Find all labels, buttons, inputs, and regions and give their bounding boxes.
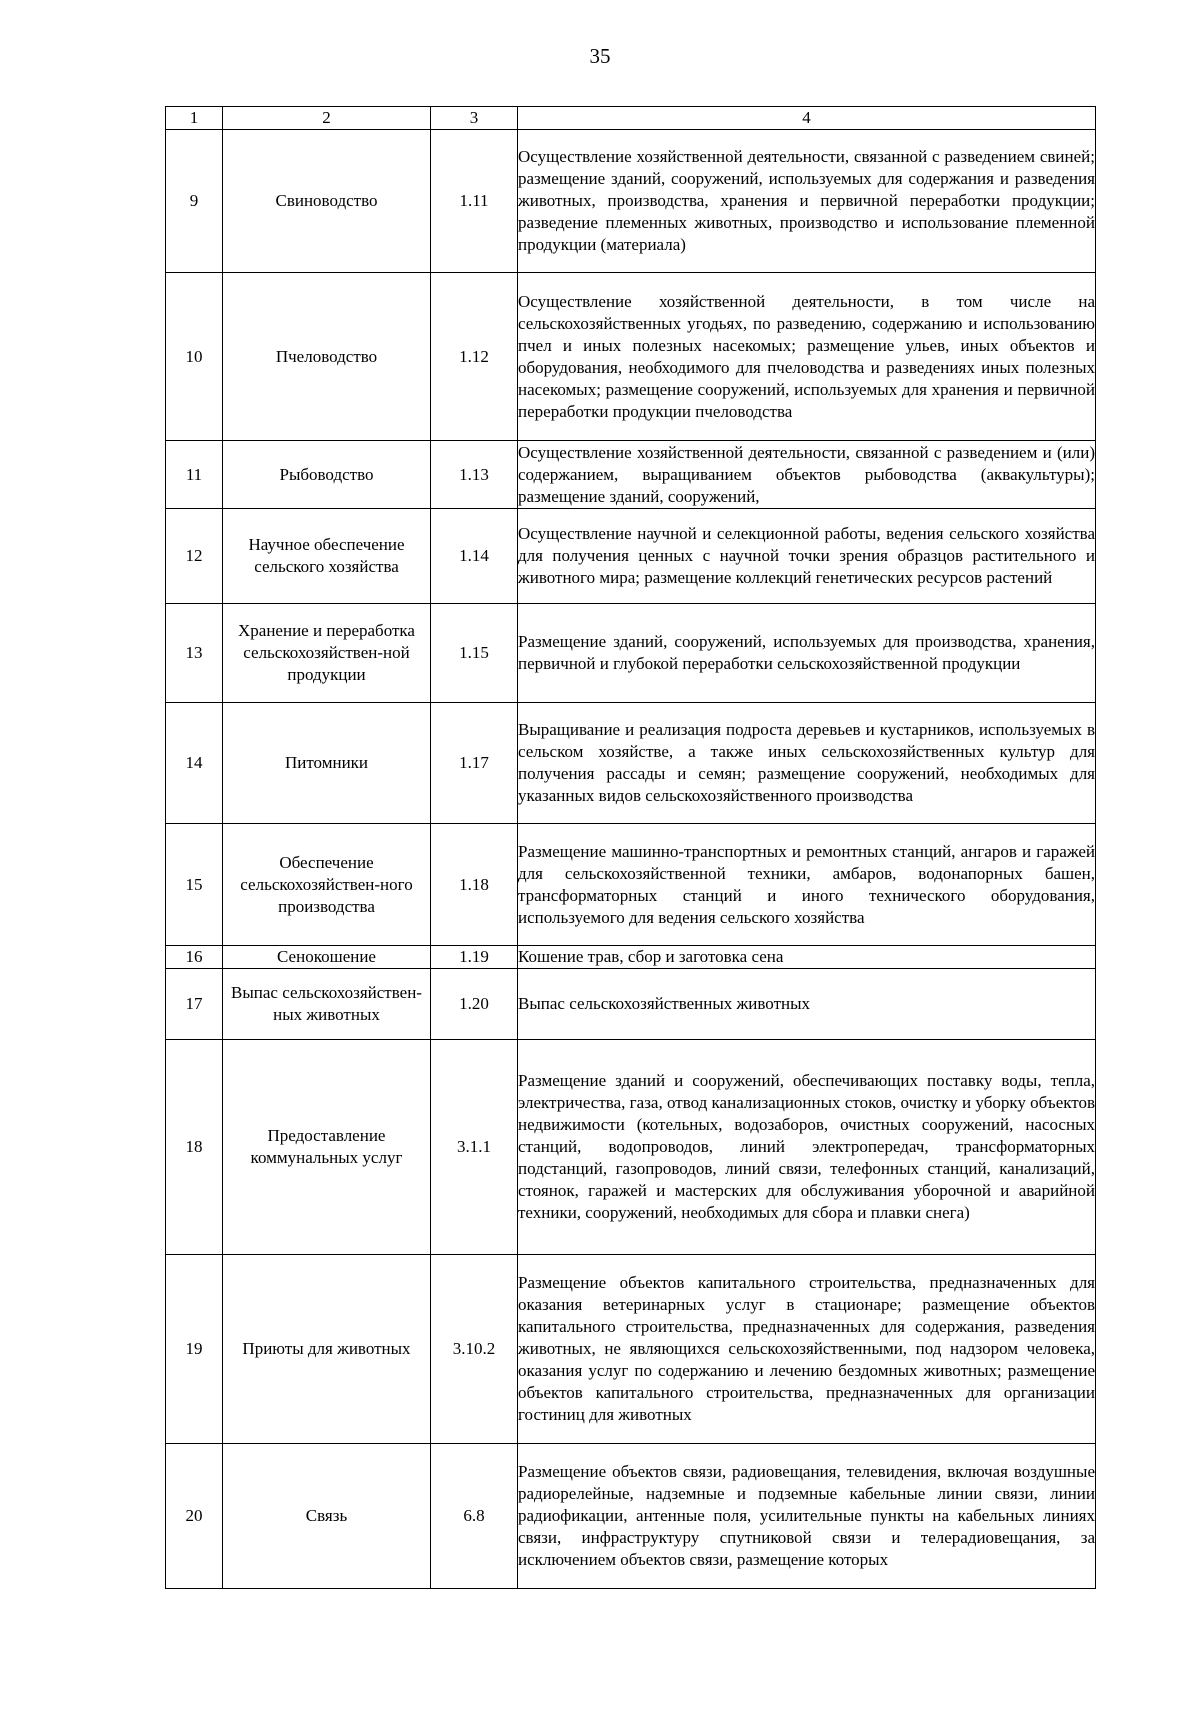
table-header-row [166,107,1096,130]
table-row [166,1040,1096,1255]
land-use-name: Питомники [223,703,431,824]
row-number: 10 [166,273,223,441]
land-use-code: 1.18 [431,824,518,946]
land-use-code: 1.14 [431,509,518,604]
header-col-2: 2 [223,107,431,130]
land-use-name: Пчеловодство [223,273,431,441]
row-number: 13 [166,604,223,703]
header-col-4: 4 [518,107,1096,130]
table-row [166,824,1096,946]
land-use-description: Размещение объектов капитального строительства, предназначенных для оказания ветеринарных услуг в стационаре; размещение объектов капитального строительства, предназначенных для содержания, разведения животных, не являющихся сельскохозяйственными, под надзором человека, оказания услуг по содержанию и лечению бездомных животных; размещение объектов капитального строительства, предназначенных для организации гостиниц для животных [518,1255,1096,1444]
land-use-description: Осуществление хозяйственной деятельности, в том числе на сельскохозяйственных угодьях, по разведению, содержанию и использованию пчел и иных полезных насекомых; размещение ульев, иных объектов и оборудования, необходимого для пчеловодства и разведениях иных полезных насекомых; размещение сооружений, используемых для хранения и первичной переработки продукции пчеловодства [518,273,1096,441]
land-use-name: Обеспечение сельскохозяйствен-ного производства [223,824,431,946]
land-use-name: Рыбоводство [223,441,431,509]
land-use-name: Сенокошение [223,946,431,969]
land-use-name: Научное обеспечение сельского хозяйства [223,509,431,604]
table-row [166,509,1096,604]
row-number: 18 [166,1040,223,1255]
table-row [166,1444,1096,1589]
page-number: 35 [589,44,611,68]
row-number: 15 [166,824,223,946]
row-number: 19 [166,1255,223,1444]
table-row [166,130,1096,273]
land-use-code: 3.10.2 [431,1255,518,1444]
land-use-code: 1.19 [431,946,518,969]
land-use-code: 1.13 [431,441,518,509]
land-use-description: Выпас сельскохозяйственных животных [518,969,1096,1040]
row-number: 17 [166,969,223,1040]
land-use-description: Размещение зданий, сооружений, используемых для производства, хранения, первичной и глубокой переработки сельскохозяйственной продукции [518,604,1096,703]
header-col-1: 1 [166,107,223,130]
table-row [166,703,1096,824]
land-use-code: 1.12 [431,273,518,441]
land-use-name: Связь [223,1444,431,1589]
land-use-description: Кошение трав, сбор и заготовка сена [518,946,1096,969]
land-use-code: 3.1.1 [431,1040,518,1255]
row-number: 20 [166,1444,223,1589]
land-use-code: 1.11 [431,130,518,273]
land-use-name: Предоставление коммунальных услуг [223,1040,431,1255]
land-use-code: 6.8 [431,1444,518,1589]
land-use-description: Размещение объектов связи, радиовещания, телевидения, включая воздушные радиорелейные, надземные и подземные кабельные линии связи, линии радиофикации, антенные поля, усилительные пункты на кабельных линиях связи, инфраструктуру спутниковой связи и телерадиовещания, за исключением объектов связи, размещение которых [518,1444,1096,1589]
land-use-code: 1.20 [431,969,518,1040]
row-number: 12 [166,509,223,604]
row-number: 9 [166,130,223,273]
land-use-description: Осуществление хозяйственной деятельности, связанной с разведением и (или) содержанием, выращиванием объектов рыбоводства (аквакультуры); размещение зданий, сооружений, [518,441,1096,509]
land-use-name: Свиноводство [223,130,431,273]
header-col-3: 3 [431,107,518,130]
table-row [166,1255,1096,1444]
table-row [166,441,1096,509]
land-use-name: Приюты для животных [223,1255,431,1444]
land-use-name: Хранение и переработка сельскохозяйствен-ной продукции [223,604,431,703]
land-use-description: Размещение зданий и сооружений, обеспечивающих поставку воды, тепла, электричества, газа, отвод канализационных стоков, очистку и уборку объектов недвижимости (котельных, водозаборов, очистных сооружений, насосных станций, водопроводов, линий электропередач, трансформаторных подстанций, газопроводов, линий связи, телефонных станций, канализаций, стоянок, гаражей и мастерских для обслуживания уборочной и аварийной техники, сооружений, необходимых для сбора и плавки снега) [518,1040,1096,1255]
land-use-description: Выращивание и реализация подроста деревьев и кустарников, используемых в сельском хозяйстве, а также иных сельскохозяйственных культур для получения рассады и семян; размещение сооружений, необходимых для указанных видов сельскохозяйственного производства [518,703,1096,824]
land-use-description: Осуществление хозяйственной деятельности, связанной с разведением свиней; размещение зданий, сооружений, используемых для содержания и разведения животных, производства, хранения и первичной переработки продукции; разведение племенных животных, производство и использование племенной продукции (материала) [518,130,1096,273]
table-row [166,946,1096,969]
table-row [166,969,1096,1040]
land-use-name: Выпас сельскохозяйствен-ных животных [223,969,431,1040]
land-use-code: 1.15 [431,604,518,703]
land-use-description: Осуществление научной и селекционной работы, ведения сельского хозяйства для получения ценных с научной точки зрения образцов растительного и животного мира; размещение коллекций генетических ресурсов растений [518,509,1096,604]
table-row [166,604,1096,703]
row-number: 16 [166,946,223,969]
table-row [166,273,1096,441]
row-number: 11 [166,441,223,509]
land-use-code: 1.17 [431,703,518,824]
land-use-table [165,106,1096,1589]
land-use-description: Размещение машинно-транспортных и ремонтных станций, ангаров и гаражей для сельскохозяйственной техники, амбаров, водонапорных башен, трансформаторных станций и иного технического оборудования, используемого для ведения сельского хозяйства [518,824,1096,946]
row-number: 14 [166,703,223,824]
